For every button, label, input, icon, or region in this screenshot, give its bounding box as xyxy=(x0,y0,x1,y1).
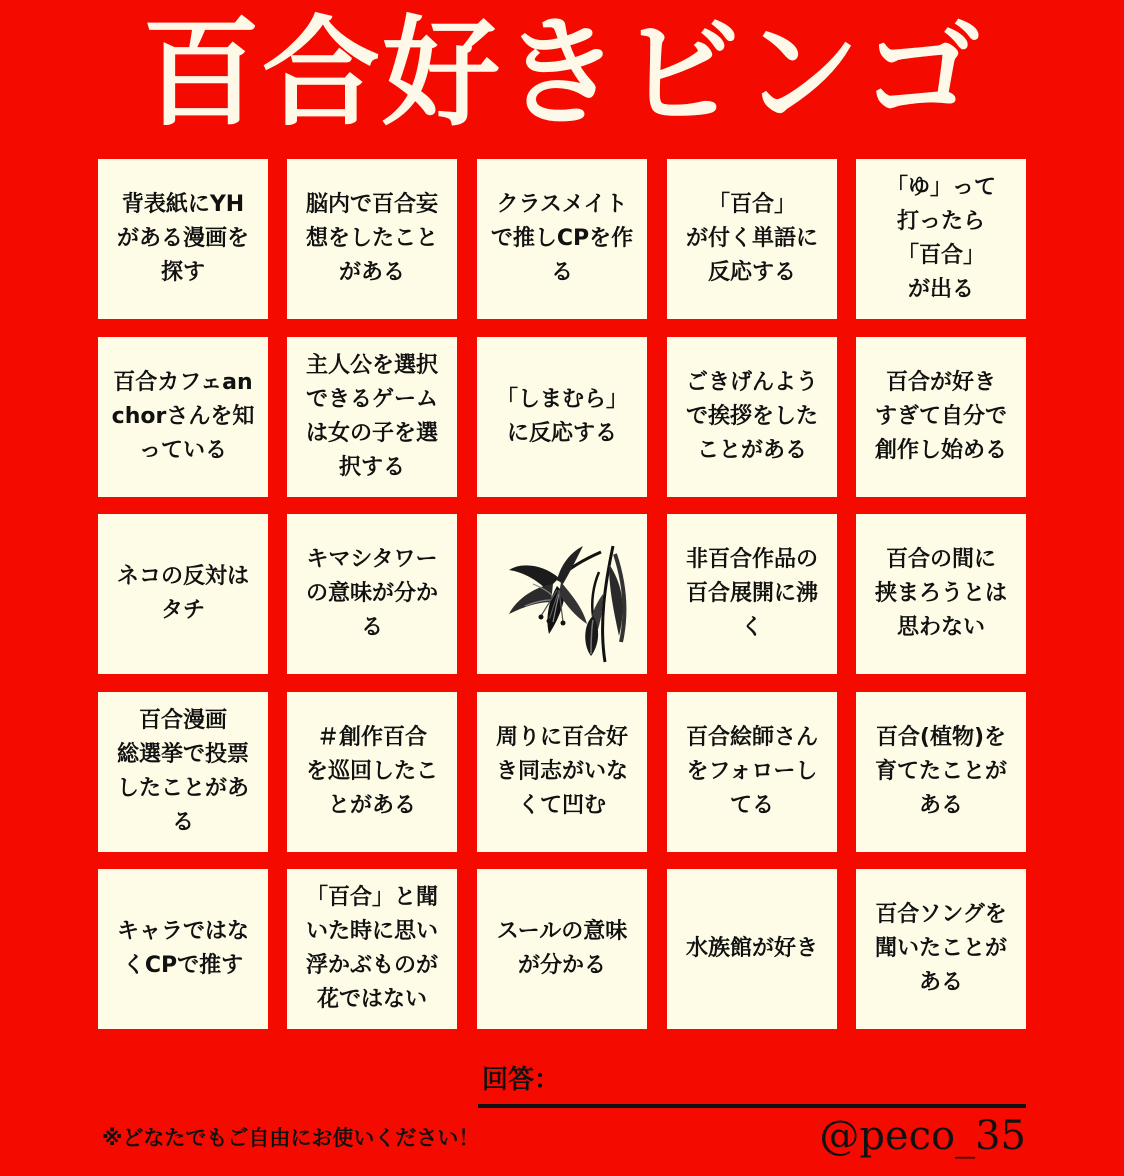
page-title: 百合好きビンゴ xyxy=(141,4,982,142)
bingo-cell[interactable] xyxy=(667,337,837,497)
bingo-cell[interactable] xyxy=(856,159,1026,319)
bingo-cell[interactable] xyxy=(287,159,457,319)
usage-note: ※どなたでもご自由にお使いください！ xyxy=(102,1126,480,1150)
bingo-cell[interactable] xyxy=(856,692,1026,852)
bingo-cell-text: 主人公を選択 できるゲーム は女の子を選 択する xyxy=(305,353,438,480)
bingo-cell[interactable] xyxy=(98,337,268,497)
bingo-cell-text: スールの意味 が分かる xyxy=(496,919,628,978)
bingo-cell[interactable] xyxy=(98,514,268,674)
bingo-cell-text: ごきげんよう で挨拶をした ことがある xyxy=(685,370,818,463)
bingo-cell[interactable] xyxy=(287,514,457,674)
bingo-cell-text: ＃創作百合 を巡回したこ とがある xyxy=(305,725,438,818)
bingo-cell-text: 百合が好き すぎて自分で 創作し始める xyxy=(874,370,1007,463)
bingo-cell-text: ネコの反対は タチ xyxy=(116,564,249,623)
bingo-cell[interactable] xyxy=(98,159,268,319)
bingo-cell-text: 百合漫画 総選挙で投票 したことがあ る xyxy=(116,708,249,835)
bingo-cell-text: 百合の間に 挟まろうとは 思わない xyxy=(874,547,1007,640)
bingo-cell[interactable] xyxy=(477,692,647,852)
bingo-cell-text: 「百合」 が付く単語に 反応する xyxy=(685,192,818,285)
bingo-cell-text: 「しまむら」 に反応する xyxy=(495,387,628,446)
bingo-cell[interactable] xyxy=(477,869,647,1029)
bingo-cell-text: 百合ソングを 聞いたことが ある xyxy=(874,902,1007,995)
bingo-cell-text: 百合絵師さん をフォローし てる xyxy=(685,725,818,818)
bingo-cell-text: 脳内で百合妄 想をしたこと がある xyxy=(305,192,438,285)
bingo-cell[interactable] xyxy=(98,869,268,1029)
bingo-cell[interactable] xyxy=(856,514,1026,674)
bingo-cell[interactable] xyxy=(856,869,1026,1029)
bingo-free-cell[interactable] xyxy=(477,514,647,674)
answer-label: 回答： xyxy=(482,1065,561,1095)
lily-flower-icon xyxy=(487,524,637,664)
bingo-cell[interactable] xyxy=(667,514,837,674)
bingo-cell-text: 百合カフェan chorさんを知 っている xyxy=(111,370,255,463)
bingo-cell-text: キャラではな くCPで推す xyxy=(116,919,249,978)
bingo-cell-text: 百合(植物)を 育てたことが ある xyxy=(874,725,1007,818)
bingo-grid xyxy=(98,159,1027,1029)
bingo-cell[interactable] xyxy=(98,692,268,852)
bingo-cell[interactable] xyxy=(667,869,837,1029)
bingo-cell-text: 背表紙にYH がある漫画を 探す xyxy=(116,192,249,285)
bingo-cell[interactable] xyxy=(287,869,457,1029)
bingo-cell[interactable] xyxy=(667,692,837,852)
bingo-cell-text: 周りに百合好 き同志がいな くて凹む xyxy=(495,725,628,818)
bingo-cell-text: 非百合作品の 百合展開に沸 く xyxy=(685,547,818,640)
bingo-cell-text: 「百合」と聞 いた時に思い 浮かぶものが 花ではない xyxy=(305,885,438,1012)
author-handle: @peco_35 xyxy=(819,1113,1026,1159)
bingo-cell-text: キマシタワー の意味が分か る xyxy=(305,547,438,640)
bingo-cell[interactable] xyxy=(477,337,647,497)
bingo-cell[interactable] xyxy=(477,159,647,319)
bingo-cell[interactable] xyxy=(667,159,837,319)
bingo-cell[interactable] xyxy=(287,337,457,497)
bingo-cell-text: 「ゆ」って 打ったら 「百合」 が出る xyxy=(885,175,996,302)
bingo-cell-text: 水族館が好き xyxy=(685,936,818,961)
bingo-cell[interactable] xyxy=(856,337,1026,497)
bingo-cell[interactable] xyxy=(287,692,457,852)
bingo-cell-text: クラスメイト で推しCPを作 る xyxy=(490,192,634,285)
